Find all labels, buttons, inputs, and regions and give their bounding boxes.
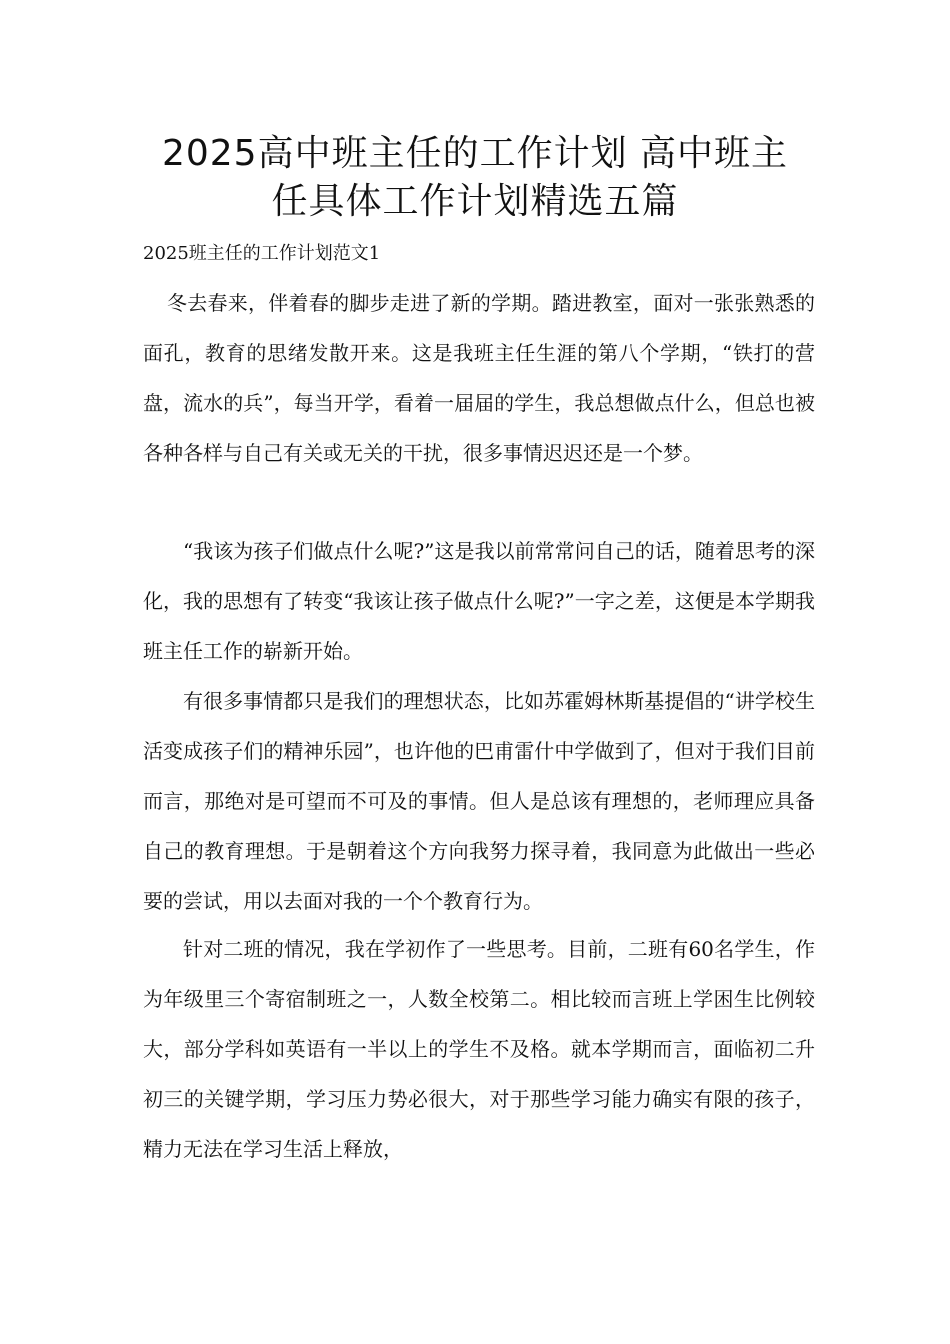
document-title <box>60 130 890 226</box>
section-subtitle: 2025班主任的工作计划范文1 <box>143 243 381 264</box>
paragraph-1: 冬去春来，伴着春的脚步走进了新的学期。踏进教室，面对一张张熟悉的面孔，教育的思绪发散开来。这是我班主任生涯的第八个学期，“铁打的营盘，流水的兵”，每当开学，看着一届届的学生，我总想做点什么，但总也被各种各样与自己有关或无关的干扰，很多事情迟迟还是一个梦。 <box>143 291 815 465</box>
title-line-2: 任具体工作计划精选五篇 <box>271 181 679 222</box>
paragraph-3: 有很多事情都只是我们的理想状态，比如苏霍姆林斯基提倡的“讲学校生活变成孩子们的精神乐园”，也许他的巴甫雷什中学做到了，但对于我们目前而言，那绝对是可望而不可及的事情。但人是总该有理想的，老师理应具备自己的教育理想。于是朝着这个方向我努力探寻着，我同意为此做出一些必要的尝试，用以去面对我的一个个教育行为。 <box>143 689 815 913</box>
paragraph-2: “我该为孩子们做点什么呢?”这是我以前常常问自己的话，随着思考的深化，我的思想有了转变“我该让孩子做点什么呢?”一字之差，这便是本学期我班主任工作的崭新开始。 <box>143 539 815 663</box>
paragraph-4: 针对二班的情况，我在学初作了一些思考。目前，二班有60名学生，作为年级里三个寄宿制班之一，人数全校第二。相比较而言班上学困生比例较大，部分学科如英语有一半以上的学生不及格。就本学期而言，面临初二升初三的关键学期，学习压力势必很大，对于那些学习能力确实有限的孩子，精力无法在学习生活上释放， <box>143 937 815 1161</box>
title-line-1: 2025高中班主任的工作计划 高中班主 <box>161 133 789 174</box>
